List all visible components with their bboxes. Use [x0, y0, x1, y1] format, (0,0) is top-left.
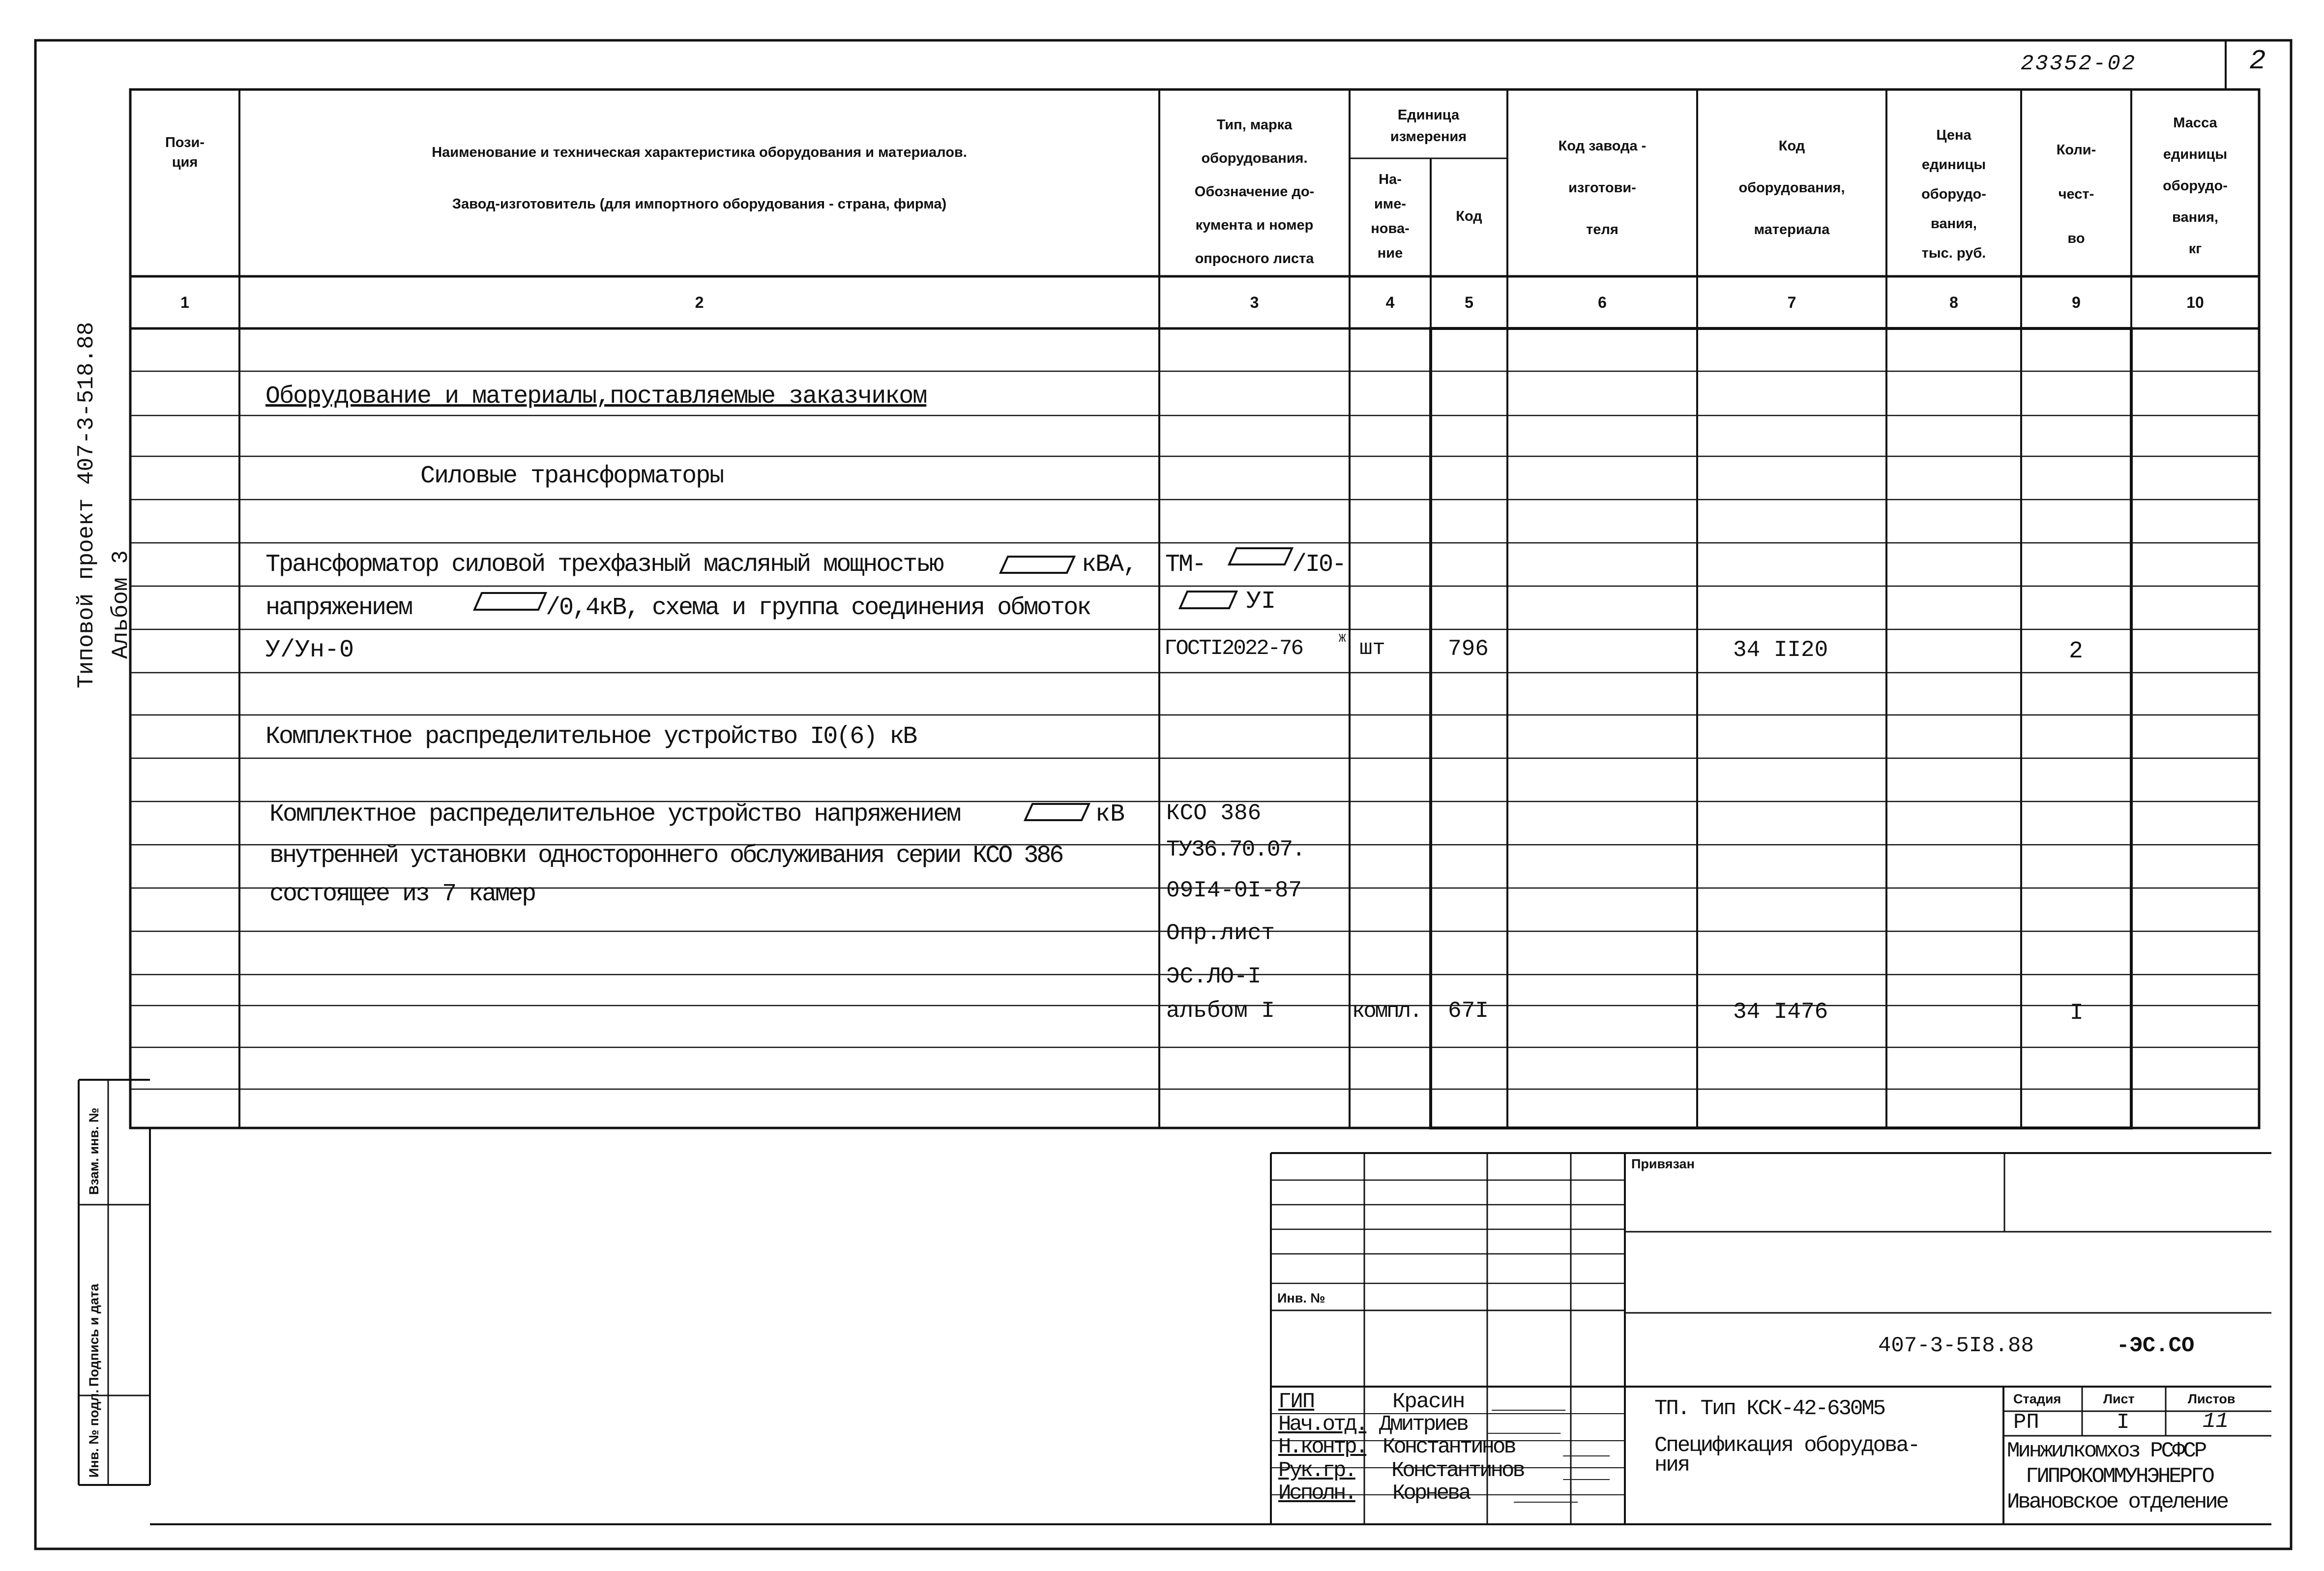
archive-code: 23352-02: [2021, 52, 2137, 76]
header-mass: Масса единицы оборудо- вания, кг: [2163, 115, 2228, 257]
colnum-3: 3: [1250, 294, 1259, 311]
colnum-6: 6: [1598, 294, 1607, 311]
kru-type-3: 09I4-0I-87: [1166, 878, 1302, 903]
transformer-power-unit: кВА,: [1082, 551, 1137, 579]
sheet-number-corner: 2: [2249, 45, 2266, 77]
kru-type-6: альбом I: [1166, 998, 1275, 1024]
kru-desc-line3: состоящее из 7 камер: [269, 880, 535, 908]
blank-kru-voltage-field: [1025, 804, 1089, 820]
tb-doc-suffix: -ЭС.СО: [2117, 1334, 2195, 1358]
tb-sheet-label: Лист: [2103, 1392, 2135, 1406]
tb-name-group: Константинов: [1391, 1458, 1524, 1483]
colnum-1: 1: [180, 294, 189, 311]
tb-inv-label: Инв. №: [1277, 1291, 1325, 1305]
colnum-9: 9: [2072, 294, 2081, 311]
kru-unit-code: 67I: [1448, 998, 1489, 1024]
transformer-gost: ГОСТI2022-76: [1164, 636, 1302, 661]
signature-control: [1563, 1440, 1616, 1456]
header-name-line1: Наименование и техническая характеристика оборудования и материалов.: [432, 145, 967, 160]
header-maker-code: Код завода - изготови- теля: [1558, 138, 1647, 237]
transformer-unit-name: шт: [1359, 636, 1385, 661]
tb-name-head: Дмитриев: [1379, 1412, 1468, 1437]
tb-role-head: Нач.отд.: [1278, 1412, 1367, 1437]
album-vertical: Альбом 3: [108, 550, 134, 659]
transformer-quantity: 2: [2069, 638, 2083, 665]
header-price: Цена единицы оборудо- вания, тыс. руб.: [1921, 127, 1986, 261]
transformer-desc-line2a: напряжением: [265, 594, 412, 622]
kru-material-code: 34 I476: [1733, 999, 1828, 1025]
tb-stage-label: Стадия: [2013, 1392, 2061, 1406]
kru-type-5: ЭС.ЛО-I: [1166, 964, 1262, 989]
colnum-7: 7: [1787, 294, 1796, 311]
transformer-unit-code: 796: [1448, 636, 1489, 662]
transformer-type-climate: УI: [1246, 588, 1276, 616]
transformer-type-prefix: ТМ-: [1165, 551, 1206, 579]
header-equipment-code: Код оборудования, материала: [1738, 138, 1845, 237]
tb-organization: Минжилкомхоз РСФСР ГИПРОКОММУНЭНЕРГО Ивановское отделение: [2007, 1439, 2228, 1514]
kru-desc-line2: внутренней установки одностороннего обслуживания серии КСО 386: [269, 842, 1062, 870]
tb-privyazan-label: Привязан: [1631, 1156, 1695, 1171]
kru-desc-line1: Комплектное распределительное устройство напряжением: [269, 800, 960, 829]
tb-stage-value: РП: [2013, 1410, 2039, 1435]
stamp-vzam-inv: Взам. инв. №: [87, 1107, 101, 1195]
kru-quantity: I: [2070, 1000, 2084, 1026]
header-unit: Единица измерения: [1390, 107, 1467, 145]
blank-type-power-field: [1229, 548, 1292, 564]
header-quantity: Коли- чест- во: [2056, 142, 2096, 246]
tb-name-gip: Красин: [1392, 1390, 1465, 1414]
transformer-type-suffix: /I0-: [1292, 551, 1346, 579]
signature-executor: [1514, 1486, 1584, 1503]
kru-type-1: КСО 386: [1166, 800, 1262, 826]
header-type: Тип, марка оборудования. Обозначение до- кумента и номер опросного листа: [1194, 117, 1315, 267]
tb-role-control: Н.контр.: [1278, 1435, 1367, 1459]
tb-role-group: Рук.гр.: [1278, 1458, 1355, 1483]
blank-type-version-field: [1180, 592, 1236, 608]
tb-doc-title: Спецификация оборудова- ния: [1654, 1433, 1919, 1478]
kru-voltage-unit: кВ: [1095, 800, 1125, 829]
tb-sheets-label: Листов: [2188, 1392, 2236, 1406]
transformer-desc-line1: Трансформатор силовой трехфазный масляный мощностью: [265, 551, 943, 579]
blank-power-field: [1000, 557, 1074, 573]
tb-role-executor: Исполн.: [1278, 1481, 1355, 1506]
signature-head: [1487, 1417, 1566, 1434]
colnum-8: 8: [1949, 294, 1958, 311]
tb-role-gip: ГИП: [1278, 1390, 1315, 1414]
tb-doc-code: 407-3-5I8.88: [1878, 1334, 2034, 1358]
tb-sheet-value: I: [2117, 1410, 2130, 1435]
stamp-inv-podl: Инв. № подл.: [87, 1389, 101, 1478]
tb-name-control: Константинов: [1383, 1435, 1515, 1459]
tb-project: ТП. Тип КСК-42-630М5: [1654, 1396, 1885, 1421]
signature-gip: [1492, 1394, 1571, 1411]
blank-fields: [474, 548, 1292, 820]
tb-sheets-value: 11: [2203, 1409, 2229, 1434]
subsection-transformers: Силовые трансформаторы: [420, 462, 724, 490]
header-position: Пози- ция: [165, 135, 205, 170]
transformer-desc-line3: У/Ун-0: [265, 636, 354, 664]
signature-group: [1563, 1463, 1616, 1480]
project-title-vertical: Типовой проект 407-3-518.88: [74, 322, 99, 688]
subsection-kru: Комплектное распределительное устройство I0(6) кВ: [265, 723, 916, 751]
colnum-4: 4: [1385, 294, 1395, 311]
transformer-gost-mark: Ж: [1339, 632, 1346, 646]
transformer-material-code: 34 II20: [1733, 637, 1828, 663]
stamp-signature-date: Подпись и дата: [87, 1283, 101, 1387]
header-unit-name: На- име- нова- ние: [1371, 172, 1410, 261]
header-name-line2: Завод-изготовитель (для импортного оборудования - страна, фирма): [452, 196, 947, 212]
colnum-5: 5: [1465, 294, 1473, 311]
kru-type-4: Опр.лист: [1166, 920, 1275, 946]
header-unit-code: Код: [1456, 208, 1482, 224]
kru-unit-name: компл.: [1352, 999, 1421, 1024]
kru-type-2: ТУ36.70.07.: [1166, 837, 1305, 862]
colnum-10: 10: [2186, 294, 2204, 311]
colnum-2: 2: [695, 294, 704, 311]
section-title: Оборудование и материалы,поставляемые заказчиком: [265, 383, 927, 411]
blank-voltage-field: [474, 593, 546, 610]
tb-name-executor: Корнева: [1392, 1481, 1470, 1506]
transformer-desc-line2b: /0,4кВ, схема и группа соединения обмоток: [546, 594, 1090, 622]
